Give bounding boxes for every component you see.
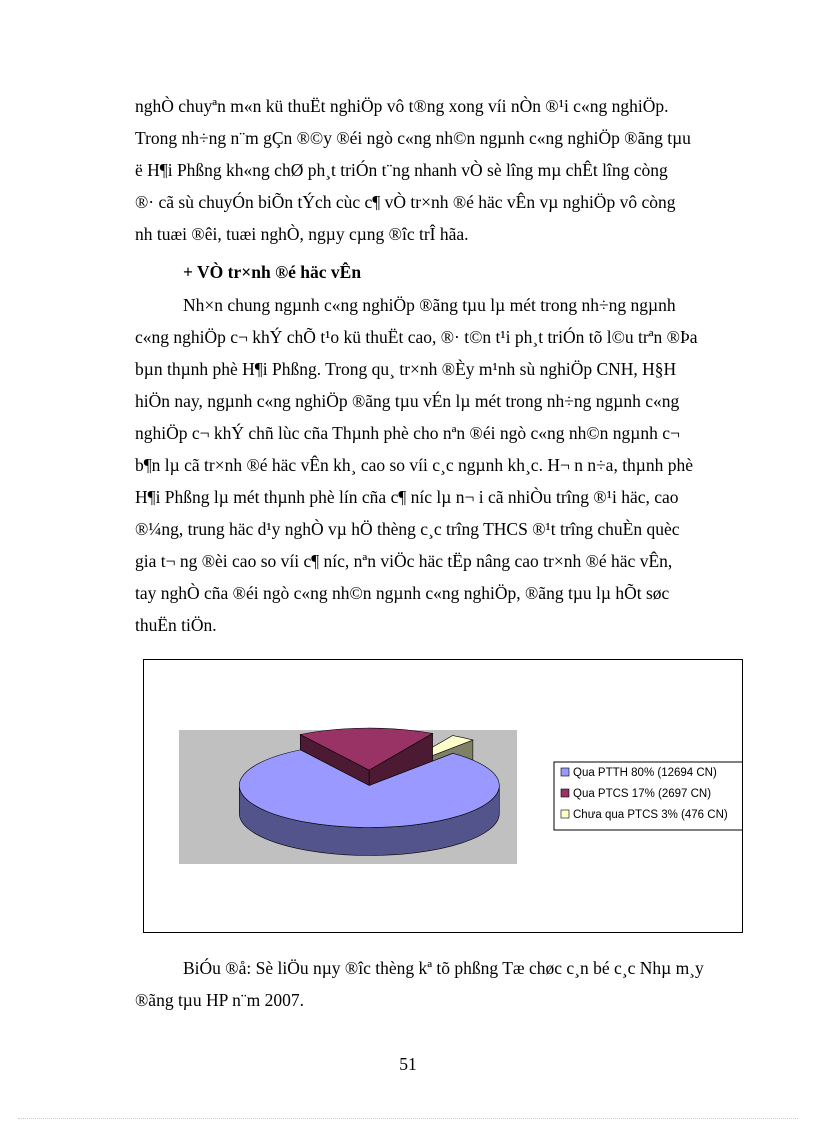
text-line: H¶i Phßng lµ mét thµnh phè lín cña c¶ níc lµ n¬ i cã nhiÒu trîng ®¹i häc, cao xyxy=(135,487,679,507)
text-line: c«ng nghiÖp c¬ khÝ chÕ t¹o kü thuËt cao, ®· t©n t¹i ph¸t triÓn tõ l©u trªn ®Þa xyxy=(135,327,698,347)
text-line: gia t¬ ng ®èi cao so víi c¶ níc, nªn viÖc häc tËp nâng cao tr×nh ®é häc vÊn, xyxy=(135,551,673,571)
text-line: ®¼ng, trung häc d¹y nghÒ vµ hÖ thèng c¸c trîng THCS ®¹t trîng chuÈn quèc xyxy=(135,519,680,539)
section-heading: + VÒ tr×nh ®é häc vÊn xyxy=(183,262,362,282)
paragraph-2 xyxy=(135,289,759,641)
text-line: thuËn tiÖn. xyxy=(135,615,217,635)
text-line: bµn thµnh phè H¶i Phßng. Trong qu¸ tr×nh ®Èy m¹nh sù nghiÖp CNH, H§H xyxy=(135,359,677,379)
legend-label: Chưa qua PTCS 3% (476 CN) xyxy=(573,809,728,821)
legend-label: Qua PTTH 80% (12694 CN) xyxy=(573,767,717,779)
text-line: nghiÖp c¬ khÝ chñ lùc cña Thµnh phè cho nªn ®éi ngò c«ng nh©n ngµnh c¬ xyxy=(135,423,680,443)
page-number: 51 xyxy=(399,1054,417,1074)
text-line: Trong nh÷ng n¨m gÇn ®©y ®éi ngò c«ng nh©n ngµnh c«ng nghiÖp ®ãng tµu xyxy=(135,128,691,148)
legend-swatch xyxy=(561,789,569,797)
text-line: b¶n lµ cã tr×nh ®é häc vÊn kh¸ cao so víi c¸c ngµnh kh¸c. H¬ n n÷a, thµnh phè xyxy=(135,455,694,475)
text-line: Nh×n chung ngµnh c«ng nghiÖp ®ãng tµu lµ mét trong nh÷ng ngµnh xyxy=(183,295,676,315)
legend-swatch xyxy=(561,810,569,818)
legend-entries xyxy=(561,767,728,821)
pie-chart xyxy=(144,660,742,932)
text-line: nghÒ chuyªn m«n kü thuËt nghiÖp vô t®ng xong víi nÒn ®¹i c«ng nghiÖp. xyxy=(135,96,669,116)
page-bottom-rule xyxy=(18,1118,798,1119)
legend-swatch xyxy=(561,768,569,776)
text-line: nh tuæi ®êi, tuæi nghÒ, ngµy cµng ®îc trÎ hãa. xyxy=(135,224,469,244)
paragraph-1 xyxy=(135,90,759,250)
chart-frame xyxy=(143,659,743,933)
text-line: tay nghÒ cña ®éi ngò c«ng nh©n ngµnh c«ng nghiÖp, ®ãng tµu lµ hÕt søc xyxy=(135,583,670,603)
caption-line: BiÓu ®å: Sè liÖu nµy ®îc thèng kª tõ phßng Tæ chøc c¸n bé c¸c Nhµ m¸y xyxy=(183,958,704,978)
caption-line: ®ãng tµu HP n¨m 2007. xyxy=(135,990,305,1010)
text-line: ®· cã sù chuyÓn biÕn tÝch cùc c¶ vÒ tr×nh ®é häc vÊn vµ nghiÖp vô còng xyxy=(135,192,676,212)
text-line: hiÖn nay, ngµnh c«ng nghiÖp ®ãng tµu vÉn lµ mét trong nh÷ng ngµnh c«ng xyxy=(135,391,680,411)
figure-caption xyxy=(135,952,759,1016)
legend-label: Qua PTCS 17% (2697 CN) xyxy=(573,788,712,800)
text-line: ë H¶i Phßng kh«ng chØ ph¸t triÓn t¨ng nhanh vÒ sè lîng mµ chÊt lîng còng xyxy=(135,160,668,180)
